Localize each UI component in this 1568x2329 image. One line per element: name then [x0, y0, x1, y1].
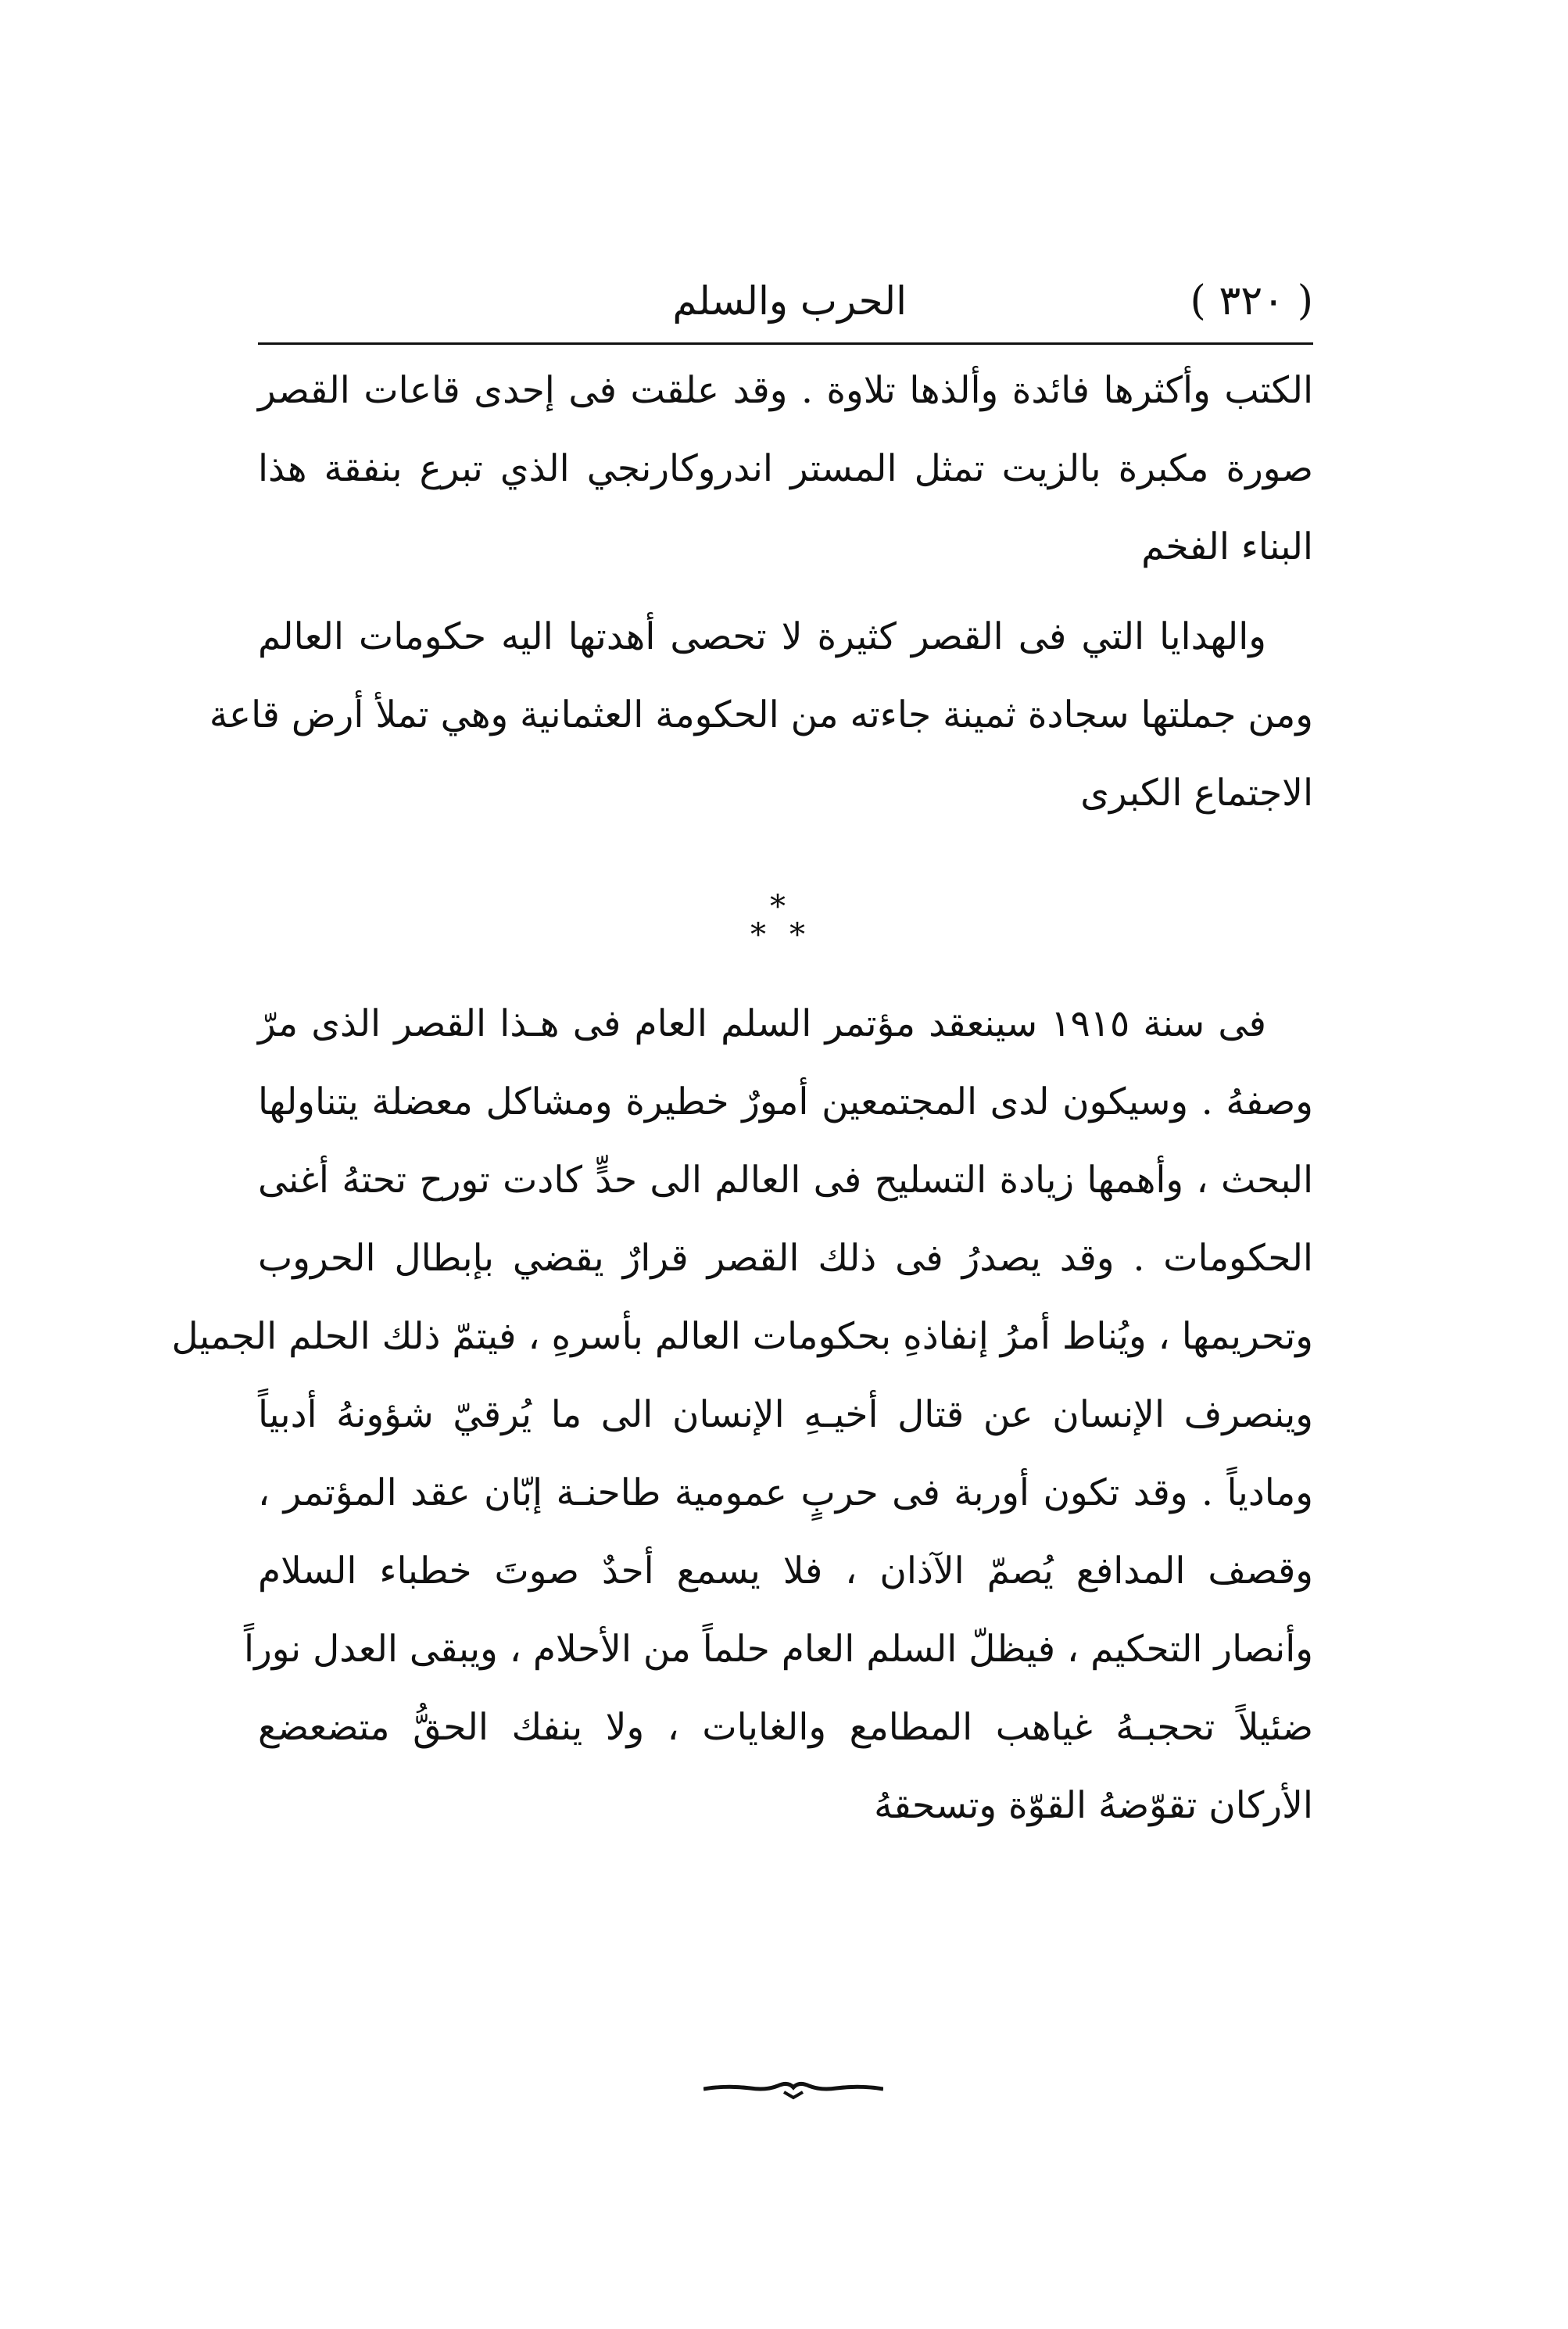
- paragraph-1-line-2: صورة مكبرة بالزيت تمثل المستر اندروكارنجي الذي تبرع بنفقة هذا: [258, 447, 1313, 490]
- separator-star-left: *: [750, 917, 766, 953]
- paragraph-3-line-6: وينصرف الإنسان عن قتال أخيـهِ الإنسان الى ما يُرقيّ شؤونهُ أدبياً: [258, 1393, 1313, 1436]
- paragraph-1-line-1: الكتب وأكثرها فائدة وألذها تلاوة . وقد علقت فى إحدى قاعات القصر: [258, 369, 1313, 412]
- paragraph-3-line-5: وتحريمها ، ويُناط أمرُ إنفاذهِ بحكومات العالم بأسرهِ ، فيتمّ ذلك الحلم الجميل: [171, 1315, 1313, 1358]
- paragraph-3-line-7: ومادياً . وقد تكون أوربة فى حربٍ عمومية طاحنـة إبّان عقد المؤتمر ،: [258, 1471, 1313, 1514]
- page-header: [258, 266, 1313, 336]
- separator-star-right: *: [789, 917, 805, 953]
- end-ornament: [703, 2076, 883, 2100]
- running-title: الحرب والسلم: [672, 278, 907, 324]
- paragraph-1-line-3: البناء الفخم: [1141, 525, 1313, 568]
- header-rule: [258, 342, 1313, 345]
- paragraph-2-line-1: والهدايا التي فى القصر كثيرة لا تحصى أهدتها اليه حكومات العالم: [258, 615, 1266, 658]
- paragraph-3-line-10: ضئيلاً تحجبـهُ غياهب المطامع والغايات ، ولا ينفك الحقُّ متضعضع: [258, 1706, 1313, 1749]
- paragraph-3-line-9: وأنصار التحكيم ، فيظلّ السلم العام حلماً من الأحلام ، ويبقى العدل نوراً: [244, 1628, 1313, 1671]
- paragraph-3-line-8: وقصف المدافع يُصمّ الآذان ، فلا يسمع أحدٌ صوتَ خطباء السلام: [258, 1550, 1313, 1593]
- paragraph-3-line-1: فى سنة ١٩١٥ سينعقد مؤتمر السلم العام فى هـذا القصر الذى مرّ: [258, 1002, 1266, 1045]
- paragraph-2-line-2: ومن جملتها سجادة ثمينة جاءته من الحكومة العثمانية وهي تملأ أرض قاعة: [209, 693, 1313, 736]
- paragraph-3-line-11: الأركان تقوّضهُ القوّة وتسحقهُ: [874, 1784, 1313, 1827]
- section-separator: [735, 891, 829, 962]
- paragraph-3-line-3: البحث ، وأهمها زيادة التسليح فى العالم الى حدٍّ كادت تورح تحتهُ أغنى: [258, 1159, 1313, 1202]
- page-number: ( ٣٢٠ ): [1190, 278, 1313, 324]
- separator-star-top: *: [770, 889, 786, 925]
- paragraph-3-line-2: وصفهُ . وسيكون لدى المجتمعين أمورٌ خطيرة ومشاكل معضلة يتناولها: [258, 1080, 1313, 1123]
- paragraph-3-line-4: الحكومات . وقد يصدرُ فى ذلك القصر قرارٌ يقضي بإبطال الحروب: [258, 1237, 1313, 1280]
- paragraph-2-line-3: الاجتماع الكبرى: [1080, 772, 1313, 815]
